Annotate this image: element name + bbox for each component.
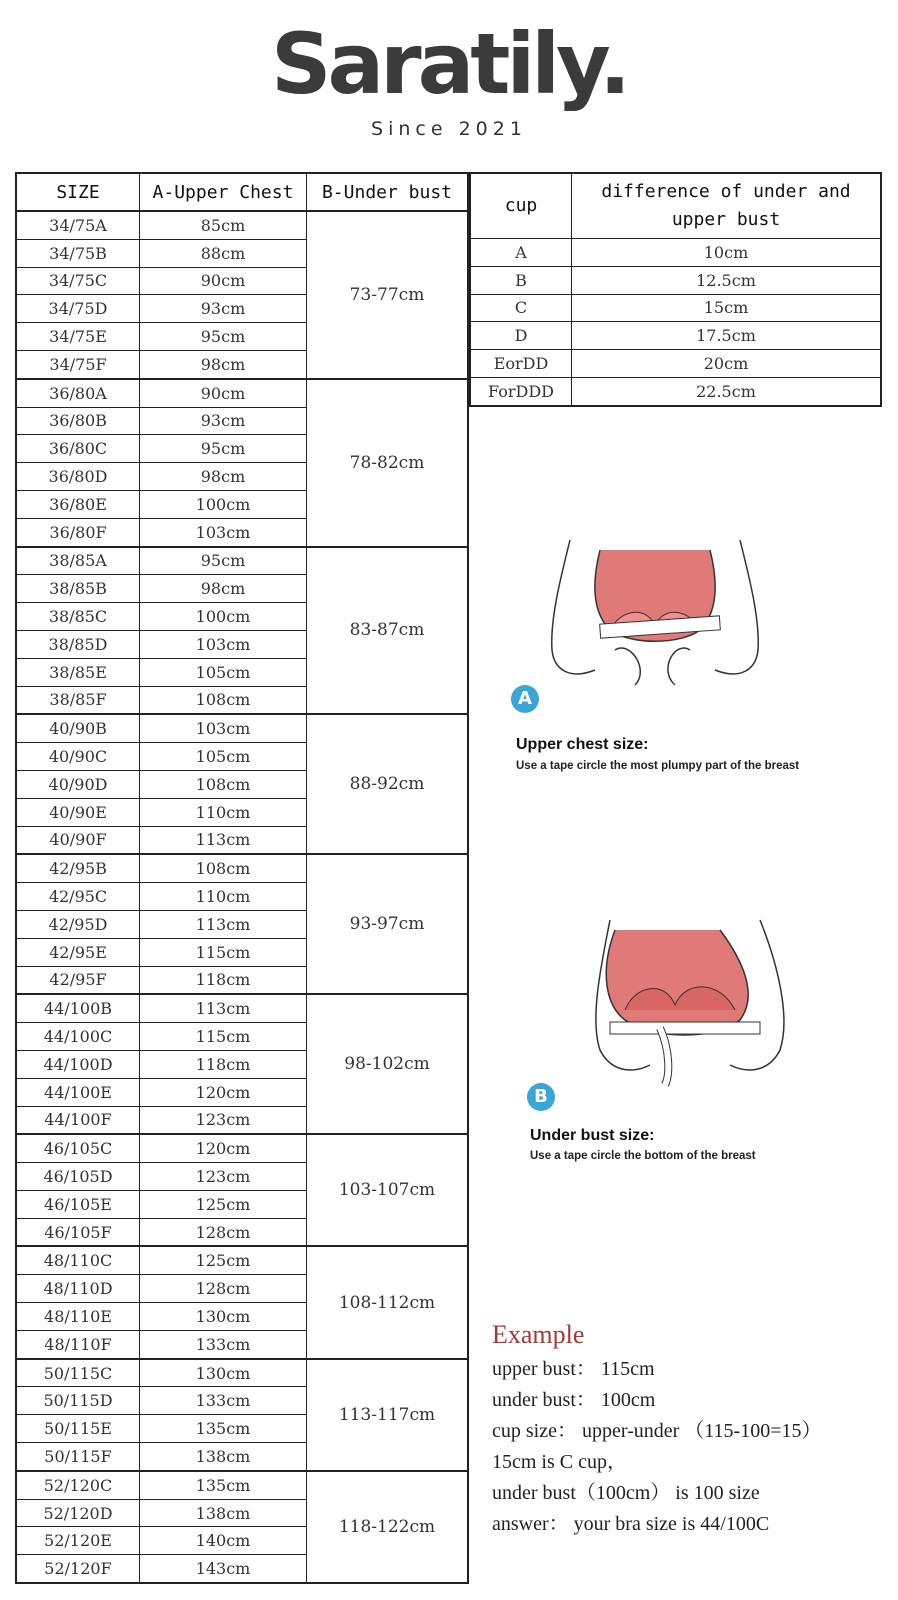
upper-chest-cell: 130cm [140, 1303, 307, 1331]
cup-difference-table [469, 172, 882, 407]
difference-cell: 15cm [572, 294, 882, 322]
upper-chest-cell: 98cm [140, 463, 307, 491]
size-cell: 52/120C [16, 1471, 140, 1499]
size-cell: 36/80A [16, 379, 140, 407]
upper-chest-cell: 113cm [140, 910, 307, 938]
upper-chest-cell: 95cm [140, 435, 307, 463]
size-cell: 34/75C [16, 267, 140, 295]
table-row [16, 1359, 468, 1387]
size-cell: 40/90B [16, 714, 140, 742]
upper-chest-cell: 138cm [140, 1443, 307, 1471]
size-cell: 38/85F [16, 686, 140, 714]
size-cell: 48/110F [16, 1330, 140, 1358]
example-title: Example [492, 1320, 585, 1349]
size-cell: 34/75A [16, 211, 140, 239]
header-under-bust: B-Under bust [307, 173, 469, 211]
upper-chest-cell: 118cm [140, 1050, 307, 1078]
size-cell: 44/100E [16, 1078, 140, 1106]
size-cell: 50/115D [16, 1387, 140, 1415]
size-cell: 34/75B [16, 239, 140, 267]
size-cell: 42/95E [16, 938, 140, 966]
difference-cell: 22.5cm [572, 377, 882, 405]
upper-chest-cell: 108cm [140, 686, 307, 714]
table-row [16, 1246, 468, 1274]
table-row [470, 377, 881, 405]
upper-chest-cell: 123cm [140, 1106, 307, 1134]
table-row [470, 294, 881, 322]
under-bust-cell: 78-82cm [307, 379, 469, 547]
under-bust-cell: 103-107cm [307, 1134, 469, 1246]
size-cell: 44/100B [16, 994, 140, 1022]
upper-chest-cell: 105cm [140, 743, 307, 771]
size-cell: 44/100D [16, 1050, 140, 1078]
upper-chest-cell: 108cm [140, 770, 307, 798]
header-cup: cup [470, 173, 572, 239]
table-row [16, 994, 468, 1022]
header-difference: difference of under and upper bust [572, 173, 882, 239]
under-bust-cell: 83-87cm [307, 547, 469, 715]
table-row [16, 714, 468, 742]
size-cell: 42/95C [16, 883, 140, 911]
under-bust-cell: 73-77cm [307, 211, 469, 379]
size-cell: 50/115C [16, 1359, 140, 1387]
table-row [16, 211, 468, 239]
size-cell: 52/120E [16, 1527, 140, 1555]
size-cell: 48/110D [16, 1275, 140, 1303]
upper-chest-cell: 115cm [140, 938, 307, 966]
upper-chest-cell: 105cm [140, 658, 307, 686]
table-row [470, 350, 881, 378]
upper-chest-cell: 98cm [140, 575, 307, 603]
upper-chest-cell: 103cm [140, 714, 307, 742]
under-bust-cell: 118-122cm [307, 1471, 469, 1583]
size-cell: 38/85C [16, 603, 140, 631]
upper-chest-cell: 88cm [140, 239, 307, 267]
size-cell: 40/90F [16, 826, 140, 854]
upper-chest-cell: 128cm [140, 1218, 307, 1246]
upper-chest-text: Use a tape circle the most plumpy part of the breast [516, 760, 800, 772]
size-cell: 34/75E [16, 323, 140, 351]
under-bust-text: Use a tape circle the bottom of the breast [530, 1150, 756, 1162]
size-cell: 44/100C [16, 1023, 140, 1051]
upper-chest-cell: 108cm [140, 854, 307, 882]
upper-chest-cell: 123cm [140, 1163, 307, 1191]
example-line-6: answer： your bra size is 44/100C [492, 1513, 770, 1535]
upper-chest-cell: 110cm [140, 798, 307, 826]
upper-chest-cell: 135cm [140, 1415, 307, 1443]
upper-chest-title: Upper chest size: [516, 736, 649, 753]
example-section [492, 1320, 892, 1540]
upper-chest-cell: 113cm [140, 994, 307, 1022]
upper-chest-cell: 138cm [140, 1499, 307, 1527]
table-row [16, 854, 468, 882]
size-cell: 46/105D [16, 1163, 140, 1191]
cup-cell: D [470, 322, 572, 350]
table-row [16, 379, 468, 407]
upper-chest-cell: 103cm [140, 518, 307, 546]
size-cell: 50/115E [16, 1415, 140, 1443]
size-cell: 48/110C [16, 1246, 140, 1274]
header-upper-chest: A-Upper Chest [140, 173, 307, 211]
upper-chest-cell: 100cm [140, 490, 307, 518]
size-cell: 42/95B [16, 854, 140, 882]
size-cell: 46/105C [16, 1134, 140, 1162]
brand-tagline: Since 2021 [371, 118, 527, 140]
upper-chest-cell: 103cm [140, 630, 307, 658]
upper-chest-cell: 133cm [140, 1387, 307, 1415]
upper-chest-cell: 93cm [140, 295, 307, 323]
size-cell: 40/90E [16, 798, 140, 826]
cup-cell: B [470, 266, 572, 294]
upper-chest-illustration [540, 520, 770, 700]
upper-chest-cell: 128cm [140, 1275, 307, 1303]
upper-chest-cell: 95cm [140, 323, 307, 351]
upper-chest-cell: 115cm [140, 1023, 307, 1051]
size-cell: 38/85D [16, 630, 140, 658]
example-line-3: cup size： upper-under （115-100=15） [492, 1420, 822, 1442]
upper-chest-cell: 125cm [140, 1190, 307, 1218]
upper-chest-cell: 120cm [140, 1078, 307, 1106]
under-bust-illustration [570, 910, 800, 1090]
under-bust-cell: 108-112cm [307, 1246, 469, 1358]
difference-cell: 10cm [572, 239, 882, 267]
table-row [470, 266, 881, 294]
size-cell: 36/80C [16, 435, 140, 463]
cup-cell: EorDD [470, 350, 572, 378]
under-bust-cell: 93-97cm [307, 854, 469, 994]
size-cell: 38/85E [16, 658, 140, 686]
upper-chest-cell: 133cm [140, 1330, 307, 1358]
example-line-4: 15cm is C cup， [492, 1451, 627, 1473]
difference-cell: 17.5cm [572, 322, 882, 350]
upper-chest-cell: 118cm [140, 966, 307, 994]
example-line-2: under bust： 100cm [492, 1389, 656, 1411]
badge-a-icon: A [511, 685, 539, 713]
upper-chest-cell: 95cm [140, 547, 307, 575]
size-cell: 42/95F [16, 966, 140, 994]
upper-chest-cell: 100cm [140, 603, 307, 631]
size-cell: 38/85B [16, 575, 140, 603]
under-bust-cell: 88-92cm [307, 714, 469, 854]
upper-chest-cell: 90cm [140, 267, 307, 295]
cup-cell: A [470, 239, 572, 267]
size-cell: 36/80F [16, 518, 140, 546]
size-cell: 52/120F [16, 1555, 140, 1583]
size-cell: 40/90D [16, 770, 140, 798]
example-line-1: upper bust： 115cm [492, 1358, 655, 1380]
upper-chest-cell: 90cm [140, 379, 307, 407]
badge-b-icon: B [527, 1083, 555, 1111]
size-chart-table [15, 172, 469, 1584]
size-cell: 42/95D [16, 910, 140, 938]
size-cell: 36/80E [16, 490, 140, 518]
size-cell: 38/85A [16, 547, 140, 575]
difference-cell: 20cm [572, 350, 882, 378]
size-cell: 36/80B [16, 407, 140, 435]
size-cell: 50/115F [16, 1443, 140, 1471]
cup-cell: ForDDD [470, 377, 572, 405]
under-bust-cell: 98-102cm [307, 994, 469, 1134]
difference-cell: 12.5cm [572, 266, 882, 294]
size-cell: 52/120D [16, 1499, 140, 1527]
upper-chest-cell: 143cm [140, 1555, 307, 1583]
table-row [16, 1134, 468, 1162]
size-cell: 36/80D [16, 463, 140, 491]
upper-chest-cell: 125cm [140, 1246, 307, 1274]
size-cell: 46/105F [16, 1218, 140, 1246]
upper-chest-cell: 135cm [140, 1471, 307, 1499]
upper-chest-cell: 140cm [140, 1527, 307, 1555]
upper-chest-cell: 130cm [140, 1359, 307, 1387]
table-row [470, 239, 881, 267]
example-line-5: under bust（100cm） is 100 size [492, 1482, 760, 1504]
header-size: SIZE [16, 173, 140, 211]
size-cell: 34/75D [16, 295, 140, 323]
upper-chest-cell: 85cm [140, 211, 307, 239]
under-bust-cell: 113-117cm [307, 1359, 469, 1471]
table-row [16, 1471, 468, 1499]
table-row [16, 547, 468, 575]
size-cell: 46/105E [16, 1190, 140, 1218]
upper-chest-cell: 113cm [140, 826, 307, 854]
brand-logo: Saratily. [271, 15, 627, 113]
cup-cell: C [470, 294, 572, 322]
upper-chest-cell: 110cm [140, 883, 307, 911]
size-cell: 44/100F [16, 1106, 140, 1134]
size-cell: 40/90C [16, 743, 140, 771]
under-bust-title: Under bust size: [530, 1127, 655, 1144]
table-row [470, 322, 881, 350]
size-cell: 34/75F [16, 350, 140, 378]
upper-chest-cell: 93cm [140, 407, 307, 435]
upper-chest-cell: 98cm [140, 350, 307, 378]
size-cell: 48/110E [16, 1303, 140, 1331]
upper-chest-cell: 120cm [140, 1134, 307, 1162]
